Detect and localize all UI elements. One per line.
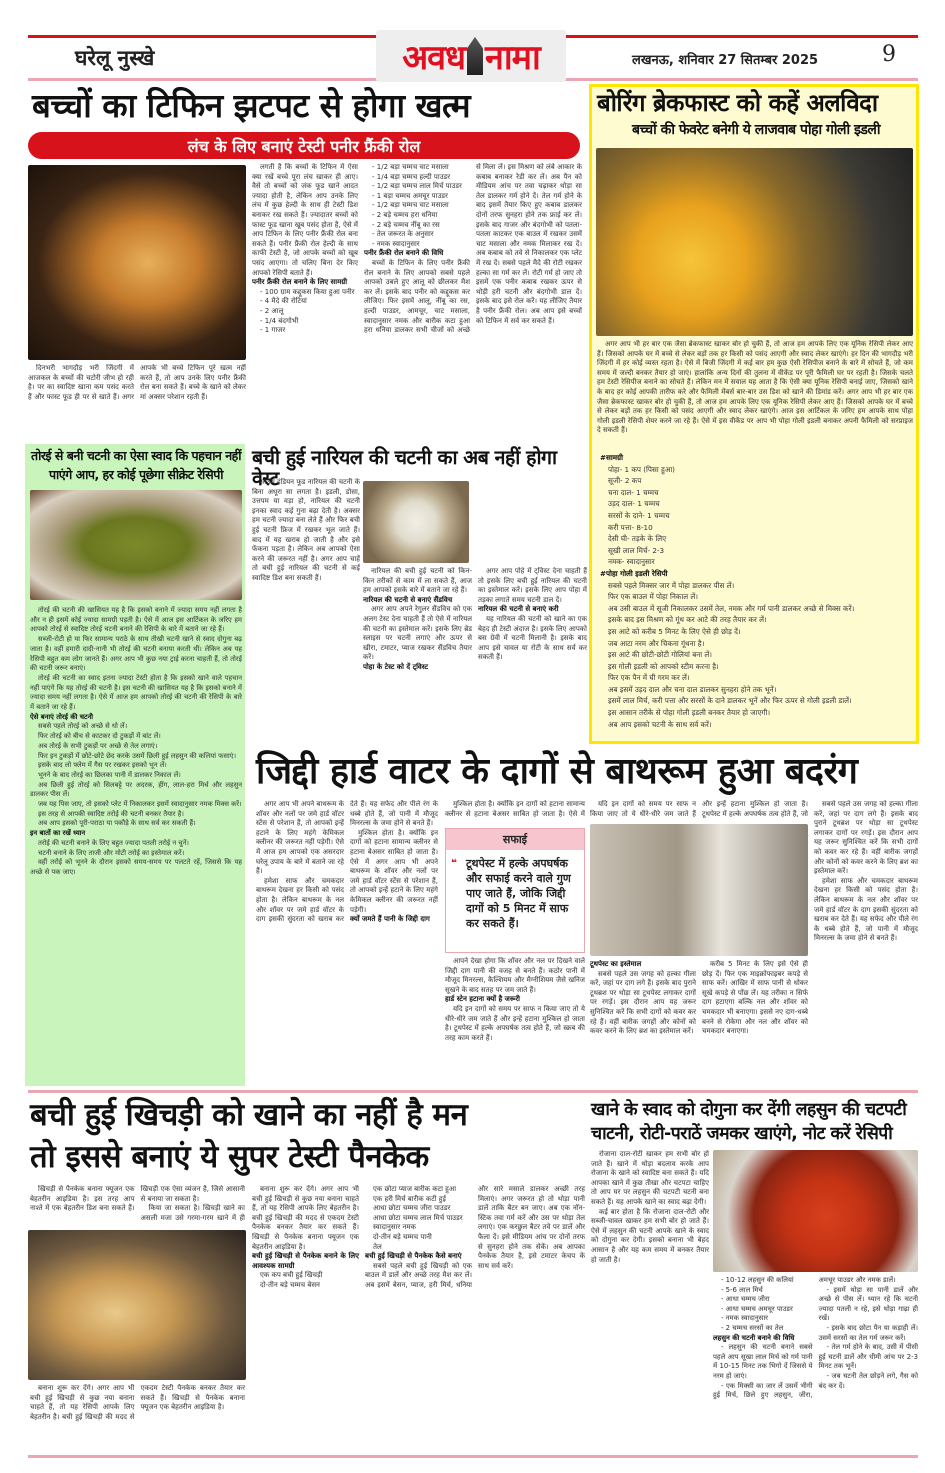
paragraph: बनाना शुरू कर देंगे। अगर आप भी बची हुई खिचड़ी से कुछ नया बनाना चाहते हैं, तो यह रेसिपी आपके लिए बेहतरीन है। बची हुई खिचड़ी की मदद से एकदम टेस्टी पैनकेक बनकर तैयार कर सकते हैं। खिचड़ी से पैनकेक बनाना फ्यूजन एक बेहतरीन आइडिया है। bbox=[252, 1185, 359, 1251]
subheading: पोहा के टेस्ट को दें ट्विस्ट bbox=[363, 662, 429, 671]
paragraph: जब यह पिस जाए, तो इसको प्लेट में निकालकर इसमें स्वादानुसार नमक मिक्स करें। bbox=[38, 800, 242, 809]
paragraph: उड़द दाल- 1 चम्मच bbox=[608, 499, 660, 509]
garlic-headline: खाने के स्वाद को दोगुना कर देंगी लहसुन की चटपटी चाटनी, रोटी-पराठें जमकर खाएंगे, नोट करें रेसिपी bbox=[591, 1100, 907, 1144]
paragraph: - 1/2 बड़ा चम्मच चाट मसाला bbox=[372, 201, 449, 210]
page-number: 9 bbox=[882, 42, 896, 67]
paragraph: सूखी लाल मिर्च- 2-3 bbox=[608, 545, 665, 555]
paragraph: - आधा चम्मच अमचूर पाउडर bbox=[721, 1304, 793, 1313]
paragraph: भूनने के बाद तोरई का छिलका पानी में डालकर निकाल लें। bbox=[38, 770, 181, 779]
pancake-photo bbox=[28, 1230, 246, 1380]
paragraph: इस आटे की छोटी-छोटी गोलियां बना लें। bbox=[608, 650, 713, 660]
poha-intro-text: अगर आप भी हर बार एक जैसा ब्रेकफास्ट खाकर बोर हो चुकी हैं, तो आज हम आपके लिए एक यूनिक रेसिपी लेकर आए हैं। जिसको आपके घर में बच्चे से लेकर बड़ों तक हर किसी को पसंद आएगी और स्वाद लेकर खाएंगे। हर दिन की भागदौड़ भरी जिंदगी में हर कोई व्यस्त रहता है। ऐसे में बिजी जिंदगी में कई बार हम कुछ ऐसी रेसिपीज बनाने के बारे में सोचते हैं, जो कम समय में जल्दी बनकर तैयार हो जाएं। हालांकि अन्य दिनों की तुलना में वीकेंड पर पूरी फैमिली घर पर रहती है। जिसके चलते हम टेस्टी रेसिपीज बनाने का सोचते हैं। लेकिन मन में सवाल यह आता है कि ऐसी क्या यूनिक रेसिपी बनाई जाए, जिसको खाने के बाद हर कोई आपकी तारीफ करे और फैमिली मेंबर्स बार-बार उस डिश को खाने की डिमांड करें। अगर आप भी हर बार एक जैसा ब्रेकफास्ट खाकर बोर हो चुकी हैं, तो आज हम आपके लिए एक यूनिक रेसिपी लेकर आए हैं। जिसको आपके घर में बच्चे से लेकर बड़ों तक हर किसी को पसंद आएगी और स्वाद लेकर खाएंगे। आज इस आर्टिकल के जरिए हम आपके साथ पोहा गोली इडली रेसिपी शेयर करने जा रहे हैं। ऐसे में इस वीकेंड पर आप भी पोहा गोली इडली बनाकर अपनी फैमिली को सरप्राइज दे सकती हैं। bbox=[597, 340, 913, 435]
coconut-chutney-photo bbox=[363, 481, 469, 563]
paragraph: - 2 चम्मच सरसों का तेल bbox=[721, 1323, 784, 1332]
paragraph: आधा छोटा चम्मच लाल मिर्च पाउडर bbox=[373, 1213, 463, 1222]
khichdi-body bbox=[252, 1185, 585, 1443]
paragraph: चना दाल- 1 चम्मच bbox=[608, 487, 659, 497]
newspaper-logo[interactable] bbox=[376, 30, 566, 82]
paragraph: - इसमें थोड़ा सा पानी डालें और अच्छे से पीस लें। ध्यान रहे कि चटनी ज्यादा पतली न रहे, इसे थोड़ा गाढ़ा ही रखें। bbox=[818, 1285, 918, 1323]
paragraph: साउथ इंडियन फूड नारियल की चटनी के बिना अधूरा सा लगता है। इडली, डोसा, उत्तपम या वड़ा हो, नारियल की चटनी इनका स्वाद कई गुना बढ़ा देती है। अक्सर हम चटनी ज्यादा बना लेते हैं और फिर बची हुई चटनी फ्रिज में रखकर भूल जाते हैं। बाद में यह खराब हो जाती है और इसे फेंकना पड़ता है। लेकिन अब आपको ऐसा करने की जरूरत नहीं है। अगर आप चाहें तो बची हुई नारियल की चटनी से कई स्वादिष्ट डिश बना सकती हैं। bbox=[252, 478, 360, 582]
coconut-body-col1 bbox=[252, 478, 360, 743]
paragraph: सब्जी-रोटी हो या फिर सामान्य पराठे के साथ तीखी चटनी खाने से स्वाद दोगुना बढ़ जाता है। वहीं हमारी दादी-नानी भी तोरई की चटनी बनाया करती थीं। लेकिन अब यह रेसिपी बहुत कम लोग जानते हैं। अगर आप भी कुछ नया ट्राई करना चाहती हैं, तो तोरई की चटनी जरूर बनाएं। bbox=[30, 635, 242, 673]
paragraph: मुश्किल होता है। क्योंकि इन दागों को हटाना सामान्य क्लीनर से हटाना बेअसर साबित हो जाता है। ऐसे में bbox=[445, 800, 585, 818]
bathroom-body-d bbox=[590, 800, 808, 824]
tiffin-headline: बच्चों का टिफिन झटपट से होगा खत्म bbox=[32, 86, 471, 125]
paragraph: - नमक स्वादानुसार bbox=[372, 239, 420, 248]
paragraph: - 5-6 लाल मिर्च bbox=[721, 1285, 763, 1294]
edition-date: लखनऊ, शनिवार 27 सितम्बर 2025 bbox=[632, 53, 819, 68]
paragraph: फिर एक पैन में घी गरम कर लें। bbox=[608, 673, 690, 683]
paragraph: रोजाना दाल-रोटी खाकर हम सभी बोर हो जाते हैं। खाने में थोड़ा बदलाव करके आप रोजाना के खाने को स्वादिष्ट बना सकते हैं। यदि आपका खाने में कुछ तीखा और चटपटा चाहिए तो आप घर पर लहसुन की चटपटी चटनी बना सकते हैं। यह आपके खाने का स्वाद बढ़ा देगी। bbox=[591, 1150, 709, 1206]
paragraph: - लहसुन की चटनी बनाने सबसे पहले आप सूखा लाल मिर्च को गर्म पानी में 10-15 मिनट तक भिगो दें जिससे ये नरम हो जाएं। bbox=[713, 1343, 813, 1380]
paragraph: सबसे पहले बची हुई खिचड़ी को एक बाउल में डालें और अच्छे तरह मैश कर लें। अब इसमें बेसन, प्याज, हरी मिर्च, धनिया और सारे मसाले डालकर अच्छी तरह मिलाएं। अगर जरूरत हो तो थोड़ा पानी डालें ताकि बैटर बन जाए। अब एक नॉन-स्टिक तवा गर्म करें और उस पर थोड़ा तेल लगाएं। एक करछुल बैटर तवे पर डालें और फैला दें। इसे मीडियम आंच पर दोनों तरफ से सुनहरा होने तक सेकें। अब आपका पैनकेक तैयार है, इसे टमाटर केचप के साथ सर्व करें। bbox=[365, 1185, 585, 1289]
paragraph: फिर तोरई को बीच से काटकर दो टुकड़ों में बांट लें। bbox=[38, 732, 161, 741]
garlic-lead bbox=[591, 1150, 709, 1445]
paragraph: सबसे पहले मिक्सर जार में पोहा डालकर पीस लें। bbox=[608, 580, 735, 590]
bathroom-body-e bbox=[590, 960, 808, 1085]
torai-chutney-photo bbox=[30, 490, 242, 600]
paragraph: - 1 गाजर bbox=[260, 326, 286, 335]
subheading: क्यों जमते हैं पानी के जिद्दी दाग bbox=[350, 915, 430, 924]
paragraph: सबसे पहले तोरई को अच्छे से धो लें। bbox=[38, 722, 128, 731]
paragraph: इसके बाद इस मिश्रण को गूंथ कर आटे की तरह तैयार कर लें। bbox=[608, 615, 767, 625]
tiffin-body bbox=[252, 163, 582, 435]
paragraph: - 1/4 बड़ा चम्मच हल्दी पाउडर bbox=[372, 172, 451, 181]
bottom-rule bbox=[28, 1455, 918, 1458]
bathroom-body-b bbox=[445, 800, 585, 825]
paragraph: इस गोली इडली को आपको स्टीम करना है। bbox=[608, 661, 719, 671]
paragraph: किया जा सकता है। खिचड़ी खाने का असली मजा उसे गरमा-गरम खाने में ही bbox=[140, 1204, 245, 1222]
paragraph: अब आप इसको चटनी के साथ सर्व करें। bbox=[608, 719, 712, 729]
paragraph: फिर एक बाउल में पोहा निकाल लें। bbox=[608, 592, 698, 602]
paragraph: - तेल जरूरत के अनुसार bbox=[372, 230, 434, 239]
subheading: #सामग्री bbox=[600, 453, 623, 462]
subheading: बची हुई खिचड़ी से पैनकेक कैसे बनाएं bbox=[365, 1252, 462, 1261]
paragraph: देसी घी- तड़के के लिए bbox=[608, 534, 667, 544]
poha-headline: बोरिंग ब्रेकफास्ट को कहें अलविदा bbox=[597, 89, 878, 117]
paragraph: सूजी- 2 कप bbox=[608, 476, 642, 486]
paragraph: एक कप बची हुई खिचड़ी bbox=[260, 1271, 323, 1280]
paragraph: तरोई की चटनी बनाने के लिए बहुत ज्यादा पतली तरोई न चुनें। bbox=[38, 838, 189, 847]
subheading: टूथपेस्ट का इस्तेमाल bbox=[590, 960, 642, 968]
paragraph: करी पत्ता- 8-10 bbox=[608, 522, 653, 532]
paragraph: - एक मिक्सी का जार लें उसमें भीगी हुई मिर्च, छिले हुए लहसुन, जीरा, अमचूर पाउडर और नमक डालें। bbox=[713, 1276, 896, 1400]
bathroom-body-f bbox=[814, 800, 918, 1085]
paragraph: सरसों के दाने- 1 चम्मच bbox=[608, 510, 670, 520]
paragraph: - नमक स्वादानुसार bbox=[721, 1314, 768, 1323]
paragraph: तोरई की चटनी की खासियत यह है कि इसको बनाने में ज्यादा समय नहीं लगता है और न ही इसमें कोई ज्यादा सामग्री पड़ती है। ऐसे में आज इस आर्टिकल के जरिए हम आपको तोरई से स्वादिष्ट तोरई चटनी बनाने की रेसिपी के बारे में बताने जा रहे हैं। bbox=[30, 606, 242, 634]
paragraph: - 1/2 बड़ा चम्मच चाट मसाला bbox=[372, 163, 449, 171]
tiffin-lead bbox=[28, 364, 246, 434]
torai-body bbox=[30, 606, 242, 1084]
paragraph: - 2 बड़े चम्मच हरा धनिया bbox=[372, 210, 438, 219]
paragraph: - 100 ग्राम कद्दूकस किया हुआ पनीर bbox=[260, 287, 355, 296]
subheading: नारियल की चटनी से बनाएं करी bbox=[478, 605, 559, 614]
paragraph: एक हरी मिर्च बारीक कटी हुई bbox=[373, 1194, 446, 1203]
paragraph: कई बार होता है कि रोजाना दाल-रोटी और सब्जी-चावल खाकर हम सभी बोर हो जाते हैं। ऐसे में लहसुन की चटनी आपके खाने के स्वाद को दोगुना कर देगी। इसको बनाना भी बेहद आसान है और यह कम समय में बनकर तैयार हो जाती है। bbox=[591, 1207, 709, 1264]
paragraph: - 2 आलू bbox=[260, 306, 284, 315]
paragraph: इस आटे को करीब 5 मिनट के लिए ऐसे ही छोड़ दें। bbox=[608, 626, 741, 636]
paragraph: अब छिली हुई तोरई को सिलबट्टे पर अदरक, हींग, लाल-हरा मिर्च और लहसुन डालकर पीस लें। bbox=[30, 780, 242, 799]
poha-subhead: बच्चों की फेवरेट बनेगी ये लाजवाब पोहा गोली इडली bbox=[631, 122, 881, 138]
paragraph: सबसे पहले उस जगह को हल्का गीला करें, जहां पर दाग लगे हैं। इसके बाद पुराने टूथब्रश पर थोड़ा सा टूथपेस्ट लगाकर दागों पर रगड़ें। इस दौरान आप यह जरूर सुनिश्चित करें कि सभी दागों को कवर कर रहे हैं। वहीं बारीक जगहों और कोनों को कवर करने के लिए ब्रश का इस्तेमाल करें। bbox=[590, 969, 696, 1036]
paragraph: अब आप इसको पूरी-पराठा या पकौड़े के साथ सर्व कर सकती हैं। bbox=[38, 819, 196, 828]
garlic-chutney-photo bbox=[713, 1150, 918, 1272]
bathroom-photo bbox=[590, 824, 808, 956]
paragraph: एक छोटा प्याज बारीक कटा हुआ bbox=[373, 1185, 457, 1193]
paragraph: लगती है कि बच्चों के टिफिन में ऐसा क्या रखें बच्चे पूरा लंच खाकर ही आए। वैसे तो बच्चों को जंक फूड खाने आदत ज्यादा होती है, लेकिन आप उनके लिए लंच में कुछ हेल्दी के साथ ही टेस्टी डिश बनाकर रख सकते हैं। ज्यादातर बच्चों को फास्ट फूड खाना खूब पसंद होता है, ऐसे में आप टिफिन के लिए पनीर फ्रैंकी रोल बना सकते हैं। पनीर फ्रैंकी रोल हेल्दी के साथ काफी टेस्टी है, जो आपके बच्चों को खूब पसंद आएगा। तो चलिए बिना देर किए आपको रेसिपी बताते हैं। bbox=[252, 163, 358, 277]
paragraph: दो-तीन बड़े चम्मच पानी bbox=[373, 1232, 432, 1241]
paragraph: इसके बाद लो फ्लेम में गैस पर रखकर इसको भून लें। bbox=[38, 761, 167, 770]
paragraph: खिचड़ी से पैनकेक बनाना फ्यूजन एक बेहतरीन आइडिया है। इस तरह आप नाश्ते में एक बेहतरीन डिश बना सकते हैं। खिचड़ी एक ऐसा व्यंजन है, जिसे आसानी से बनाया जा सकता है। bbox=[30, 1185, 245, 1213]
paragraph: वहीं तरोई को भूनने के दौरान इसको समय-समय पर पलटते रहें, जिससे कि यह अच्छे से पक जाए। bbox=[30, 858, 242, 876]
paragraph: तोरई की चटनी का स्वाद इतना ज्यादा टेस्टी होता है कि इसको खाने वाले पहचान नहीं पाएंगे कि यह तोरई की चटनी है। इस चटनी की खासियत यह है कि इसको बनाने में ज्यादा समय नहीं लगता है। ऐसे में आज हम आपको तोरई की चटनी की रेसिपी के बारे में बताने जा रहे हैं। bbox=[30, 673, 242, 712]
paragraph: करीब 5 मिनट के लिए इसे ऐसे ही छोड़ दें। फिर एक माइक्रोफाइबर कपड़े से साफ करें। आखिर में साफ पानी से धोकर सूखे कपड़े से पोंछ लें। यह तरीका न सिर्फ दाग हटाएगा बल्कि नल और शॉवर को चमकदार भी बनाएगा। इससे नए दाग-धब्बे बनने से रोकेगा और नल और शॉवर को चमकदार बनाएगा। bbox=[702, 960, 808, 1036]
coconut-headline: बची हुई नारियल की चटनी का अब नहीं होगा वेस्ट bbox=[252, 446, 557, 491]
paneer-roll-photo bbox=[28, 165, 246, 360]
pull-quote-text: ❝ टूथपेस्ट में हल्के अपघर्षक और सफाई करने वाले गुण पाए जाते हैं, जोकि जिद्दी दागों को 5 मिनट में साफ कर सकते हैं। bbox=[446, 850, 584, 937]
paragraph: इस आसान तरीके से पोहा गोली इडली बनकर तैयार हो जाएगी। bbox=[608, 708, 771, 718]
paragraph: - 2 बड़े चम्मच नींबू का रस bbox=[372, 220, 440, 229]
tiffin-subhead: लंच के लिए बनाएं टेस्टी पनीर फ्रैंकी रोल bbox=[28, 132, 580, 159]
paragraph: - आधा चम्मच जीरा bbox=[721, 1295, 770, 1304]
paragraph: जब आटा नरम और चिकना गूंथना है। bbox=[608, 638, 705, 648]
paragraph: फिर इन टुकड़ों में छोटे-छोटे छेद करके उसमें छिली हुई लहसुन की कलियां फसाएं। bbox=[38, 751, 237, 760]
paragraph: - 1/2 बड़ा चम्मच लाल मिर्च पाउडर bbox=[372, 182, 462, 191]
paragraph: - जब चटनी तेल छोड़ने लगे, गैस को बंद कर दें। bbox=[818, 1371, 918, 1390]
logo-right-text: नामा bbox=[484, 38, 540, 78]
subheading: #पोहा गोली इडली रेसिपी bbox=[600, 568, 668, 578]
paragraph: हमेशा साफ और चमकदार बाथरूम देखना हर किसी को पसंद होता है। लेकिन बाथरूम के नल और शॉवर पर जमे हार्ड वॉटर के दाग इसकी सुंदरता को खराब कर देते हैं। यह सफेद और पीले रंग के धब्बे होते हैं, जो पानी में मौजूद मिनरल्स के जमा होने से बनते हैं। bbox=[814, 876, 918, 943]
khichdi-lead-2 bbox=[30, 1384, 245, 1444]
paragraph: - इसके बाद छोटा पैन या कड़ाही लें। उसमें सरसों का तेल गर्म जरूर करें। bbox=[818, 1323, 918, 1342]
bathroom-headline: जिद्दी हार्ड वाटर के दागों से बाथरूम हुआ बदरंग bbox=[256, 751, 858, 792]
bathroom-body-a bbox=[256, 800, 438, 1085]
logo-left-text: अवध bbox=[402, 38, 465, 78]
subheading: हार्ड स्टेन हटाना क्यों है जरूरी bbox=[445, 995, 520, 1004]
torai-headline: तोरई से बनी चटनी का ऐसा स्वाद कि पहचान नहीं पाएंगे आप, हर कोई पूछेगा सीक्रेट रेसिपी bbox=[30, 448, 242, 482]
khichdi-lead bbox=[30, 1185, 245, 1227]
paragraph: दिनभरी भागदौड़ भरी जिंदगी में आजकल के बच्चों की चटोरी जीभ हो रही है। पर का स्वादिष्ट खाना कम पसंद करते हैं और फास्ट फूड ही पर से खाते हैं। अगर आपके भी बच्चे टिफिन पूरे खत्म नहीं करते हैं, तो आप उनके लिए पनीर फ्रैंकी रोल बना सकते हैं। बच्चे के खाने को लेकर मां अक्सर परेशान रहती हैं। bbox=[28, 364, 246, 401]
garlic-body bbox=[713, 1276, 918, 1444]
paragraph: - 10-12 लहसुन की कलियां bbox=[721, 1276, 794, 1284]
paragraph: अब इसमें उड़द दाल और चना दाल डालकर सुनहरा होने तक भूनें। bbox=[608, 684, 777, 694]
khichdi-headline-2: तो इससे बनाएं ये सुपर टेस्टी पैनकेक bbox=[30, 1139, 429, 1175]
subheading: बची हुई खिचड़ी से पैनकेक बनाने के लिए आवश्यक सामग्री bbox=[252, 1252, 359, 1270]
paragraph: अब उसी बाउल में सूजी निकालकर उसमें तेल, नमक और गर्म पानी डालकर अच्छे से मिक्स करें। bbox=[608, 603, 855, 613]
pull-quote bbox=[445, 828, 585, 953]
paragraph: - तेल गर्म होने के बाद, उसी में पीसी हुई चटनी डालें और धीमी आंच पर 2-3 मिनट तक भूनें। bbox=[818, 1343, 918, 1371]
tower-icon bbox=[467, 37, 483, 75]
paragraph: नमक- स्वादानुसार bbox=[608, 557, 655, 567]
paragraph: सबसे पहले उस जगह को हल्का गीला करें, जहां पर दाग लगे हैं। इसके बाद पुराने टूथब्रश पर थोड़ा सा टूथपेस्ट लगाकर दागों पर रगड़ें। इस दौरान आप यह जरूर सुनिश्चित करें कि सभी दागों को कवर कर रहे हैं। वहीं बारीक जगहों और कोनों को कवर करने के लिए ब्रश का इस्तेमाल करें। bbox=[814, 800, 918, 876]
paragraph: बनाना शुरू कर देंगे। अगर आप भी बची हुई खिचड़ी से कुछ नया बनाना चाहते हैं, तो यह रेसिपी आपके लिए बेहतरीन है। बची हुई खिचड़ी की मदद से एकदम टेस्टी पैनकेक बनकर तैयार कर सकते हैं। खिचड़ी से पैनकेक बनाना फ्यूजन एक बेहतरीन आइडिया है। bbox=[30, 1384, 245, 1421]
paragraph: अगर आप अपने रेगुलर सैंडविच को एक अलग टेस्ट देना चाहती हैं तो ऐसे में नारियल की चटनी का इस्तेमाल करें। इसके लिए ब्रेड स्लाइस पर चटनी लगाएं और ऊपर से खीरा, टमाटर, प्याज रखकर सैंडविच तैयार करें। bbox=[363, 605, 472, 662]
paragraph: इस तरह से आपकी स्वादिष्ट तरोई की चटनी बनकर तैयार है। bbox=[38, 809, 184, 818]
subheading: इन बातों का रखें ध्यान bbox=[30, 829, 86, 838]
paragraph: इसमें लाल मिर्च, करी पत्ता और सरसों के दाने डालकर भूनें और फिर ऊपर से गोली इडली डालें। bbox=[608, 696, 852, 706]
paragraph: यदि इन दागों को समय पर साफ न किया जाए तो ये धीरे-धीरे जम जाते हैं और इन्हें हटाना मुश्किल हो जाता है। टूथपेस्ट में हल्के अपघर्षक तत्व होते हैं, जो स्क्रब की तरह काम करते हैं। bbox=[445, 1004, 585, 1042]
section-title: घरेलू नुस्खे bbox=[75, 46, 155, 70]
poha-intro bbox=[597, 340, 913, 448]
khichdi-headline-1: बची हुई खिचड़ी को खाने का नहीं है मन bbox=[30, 1097, 468, 1133]
paragraph: चटनी बनाने के लिए ताजी और मोटी तरोई का इस्तेमाल करें। bbox=[38, 848, 185, 857]
paragraph: मुश्किल होता है। क्योंकि इन दागों को हटाना सामान्य क्लीनर से हटाना बेअसर साबित हो जाता है। ऐसे में अगर आप भी अपने बाथरूम के शॉवर और नलों पर जमे हार्ड वॉटर स्टेंस से परेशान हैं, तो आपको इन्हें हटाने के लिए महंगे केमिकल क्लीनर की जरूरत नहीं पड़ेगी। bbox=[350, 828, 438, 914]
paragraph: नारियल की बची हुई चटनी को किन-किन तरीकों से काम में ला सकते हैं, आज हम आपको इसके बारे में बताने जा रहे हैं। bbox=[363, 567, 472, 595]
paragraph: - 1 बड़ा चम्मच अमचूर पाउडर bbox=[372, 191, 448, 200]
subheading: पनीर फ्रैंकी रोल बनाने की विधि bbox=[364, 249, 444, 258]
paragraph: अब तोरई के सभी टुकड़ों पर अच्छे से तेल लगाएं। bbox=[38, 741, 158, 750]
subheading: ऐसे बनाएं तोरई की चटनी bbox=[30, 712, 93, 721]
coconut-body bbox=[363, 567, 587, 743]
poha-idli-photo bbox=[596, 148, 913, 336]
paragraph: दो-तीन बड़े चम्मच बेसन bbox=[260, 1280, 320, 1289]
paragraph: - 1/4 बंदगोभी bbox=[260, 316, 299, 325]
paragraph: अगर आप भी अपने बाथरूम के शॉवर और नलों पर जमे हार्ड वॉटर स्टेंस से परेशान हैं, तो आपको इन्हें हटाने के लिए महंगे केमिकल क्लीनर की जरूरत नहीं पड़ेगी। ऐसे में आज हम आपको एक असरदार घरेलू उपाय के बारे में बताने जा रहे हैं। bbox=[256, 800, 344, 876]
paragraph: स्वादानुसार नमक bbox=[373, 1223, 416, 1232]
paragraph: बच्चों के टिफिन के लिए पनीर फ्रैंकी रोल बनाने के लिए आपको सबसे पहले आपको उबले हुए आलू को छीलकर मैश कर लें। इसके बाद पनीर को कद्दूकस कर लीजिए। फिर इसमें आलू, नींबू का रस, हल्दी पाउडर, आमचूर, चाट मसाला, स्वादानुसार नमक और बारीक कटा हुआ हरा धनिया डालकर सभी चीजों को अच्छे से मिला लें। इस मिश्रण को लंबे आकार के कबाब बनाकर रेडी कर लें। अब पैन को मीडियम आंच पर तवा चढ़ाकर थोड़ा सा तेल डालकर गर्म होने दें। तेल गर्म होने के बाद इसमें तैयार किए हुए कबाब डालकर दोनों तरफ सुनहरा होने तक फ्राई कर लें। इसके बाद गाजर और बंदगोभी को पतला-पतला काटकर एक बाउल में रखकर उसमें चाट मसाला और नमक मिलाकर रख दें। अब कबाब को तवे से निकालकर एक प्लेट में रख दें। सबसे पहले मैदे की रोटी रखकर हल्का सा गर्म कर लें। रोटी गर्म हो जाए तो इसमें एक पनीर कबाब रखकर ऊपर से थोड़ी हरी चटनी और बंदगोभी डाल दें। इसके बाद इसे रोल करें। यह लीजिए तैयार है पनीर फ्रैंकी रोल। अब आप इसे बच्चों को टिफिन में सर्व कर सकते हैं। bbox=[364, 163, 582, 335]
paragraph: अगर आप पोहे में ट्विस्ट देना चाहती हैं तो इसके लिए बची हुई नारियल की चटनी का इस्तेमाल करें। इसके लिए आप पोहा में तड़का लगाते समय चटनी डाल दें। bbox=[478, 567, 587, 604]
paragraph: आधा छोटा चम्मच जीरा पाउडर bbox=[373, 1204, 451, 1213]
subheading: लहसुन की चटनी बनाने की विधि bbox=[713, 1333, 795, 1342]
section-divider bbox=[28, 1090, 918, 1093]
paragraph: यह नारियल की चटनी को खाने का एक बेहद ही टेस्टी अंदाज है। इसके लिए आपको बस ग्रेवी में चटनी मिलानी है। इसके बाद आप इसे चावल या रोटी के साथ सर्व कर सकती हैं। bbox=[478, 614, 587, 662]
paragraph: आपने देखा होगा कि शॉवर और नल पर दिखने वाले जिद्दी दाग पानी की वजह से बनते हैं। कठोर पानी में मौजूद मिनरल्स, कैल्शियम और मैग्नीशियम जैसे खनिज सूखने के बाद सतह पर जम जाते हैं। bbox=[445, 957, 585, 994]
subheading: नारियल की चटनी से बनाएं सैंडविच bbox=[363, 595, 453, 604]
pull-quote-heading: सफाई bbox=[446, 829, 584, 850]
paragraph: हमेशा साफ और चमकदार बाथरूम देखना हर किसी को पसंद होता है। लेकिन बाथरूम के नल और शॉवर पर जमे हार्ड वॉटर के दाग इसकी सुंदरता को खराब कर देते हैं। यह सफेद और पीले रंग के धब्बे होते हैं, जो पानी में मौजूद मिनरल्स के जमा होने से बनते हैं। bbox=[256, 800, 438, 924]
subheading: पनीर फ्रैंकी रोल बनाने के लिए सामग्री bbox=[252, 278, 348, 287]
paragraph: यदि इन दागों को समय पर साफ न किया जाए तो ये धीरे-धीरे जम जाते हैं और इन्हें हटाना मुश्किल हो जाता है। टूथपेस्ट में हल्के अपघर्षक तत्व होते हैं, जो bbox=[590, 800, 808, 818]
paragraph: तेल bbox=[373, 1242, 382, 1251]
bathroom-body-c bbox=[445, 957, 585, 1085]
paragraph: - 4 मैदे की रोटियां bbox=[260, 297, 307, 306]
paragraph: पोहा- 1 कप (पिसा हुआ) bbox=[608, 464, 675, 474]
poha-recipe bbox=[600, 452, 912, 740]
